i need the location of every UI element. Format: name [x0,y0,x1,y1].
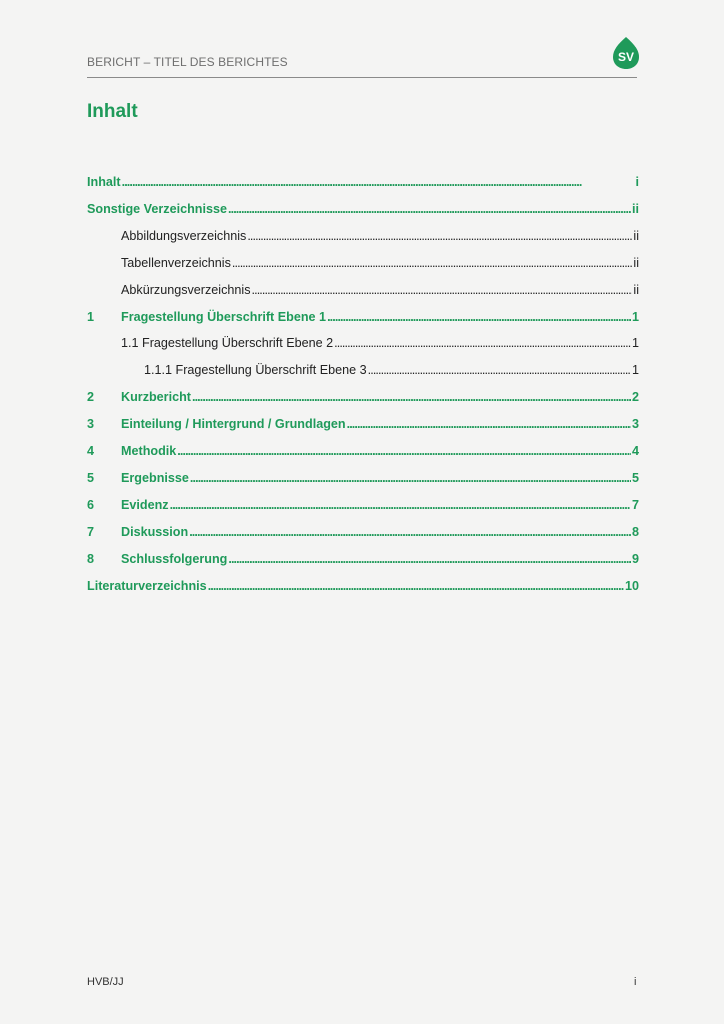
header-rule [87,77,637,78]
toc-leader-dots [232,253,632,273]
toc-leader-dots [190,468,631,488]
toc-entry-page: ii [632,201,639,216]
toc-entry-label: 1.1.1 Fragestellung Überschrift Ebene 3 [144,363,367,378]
toc-entry-page: i [635,175,639,189]
toc-entry-label: Literaturverzeichnis [87,578,207,593]
toc-entry[interactable] [87,253,639,273]
toc-entry[interactable] [87,199,639,219]
toc-entry[interactable] [87,495,639,515]
toc-leader-dots [347,414,631,434]
toc-entry-page: 3 [631,417,639,432]
toc-entry-label: Sonstige Verzeichnisse [87,201,227,216]
toc-entry-number: 6 [87,497,95,512]
toc-entry-page: 1 [631,336,639,351]
toc-leader-dots [228,549,631,569]
toc-leader-dots [208,576,624,596]
toc-entry[interactable] [87,387,639,407]
toc-entry-label: Diskussion [121,524,189,539]
toc-entry[interactable] [87,576,639,596]
toc-entry-page: 1 [631,309,639,324]
toc-leader-dots [368,360,631,380]
toc-entry-number: 8 [87,551,95,566]
toc-leader-dots [122,172,635,192]
toc-leader-dots [192,387,631,407]
toc-entry-page: ii [633,228,639,243]
toc-entry-label: Abbildungsverzeichnis [121,228,247,243]
page-title: Inhalt [87,101,138,122]
toc-leader-dots [189,522,631,542]
toc-entry-page: 1 [631,363,639,378]
toc-entry-label: 1.1 Fragestellung Überschrift Ebene 2 [121,336,334,351]
toc-leader-dots [327,307,631,327]
toc-entry[interactable] [87,414,639,434]
toc-leader-dots [247,226,632,246]
toc-entry-number: 5 [87,470,95,485]
toc-entry-page: 8 [631,524,639,539]
toc-entry-number: 7 [87,524,95,539]
sv-logo-icon [612,36,640,70]
toc-entry-label: Fragestellung Überschrift Ebene 1 [121,309,327,324]
toc-entry-page: 2 [631,390,639,405]
toc-entry[interactable] [87,172,639,192]
toc-entry-page: 7 [631,497,639,512]
footer-author: HVB/JJ [87,976,124,988]
logo-text: SV [617,50,635,64]
toc-entry-page: ii [633,255,639,270]
header-title: BERICHT – TITEL DES BERICHTES [87,55,288,69]
toc-entry-label: Tabellenverzeichnis [121,255,231,270]
toc-entry-label: Kurzbericht [121,390,191,405]
toc-entry[interactable] [87,280,639,300]
toc-leader-dots [252,280,633,300]
toc-entry[interactable] [87,522,639,542]
toc-entry[interactable] [87,307,639,327]
toc-entry-number: 4 [87,444,95,458]
toc-entry[interactable] [87,226,639,246]
toc-entry-page: 4 [631,444,639,458]
toc-entry-page: 5 [631,470,639,485]
toc-entry-label: Ergebnisse [121,470,189,485]
toc-entry[interactable] [87,441,639,461]
toc-entry[interactable] [87,549,639,569]
toc-entry-number: 1 [87,309,95,324]
toc-leader-dots [228,199,631,219]
toc-entry-label: Schlussfolgerung [121,551,228,566]
toc-entry-page: 10 [624,578,639,593]
toc-leader-dots [334,333,631,353]
toc-entry-number: 2 [87,390,95,405]
footer-page-number: i [634,976,637,988]
toc-entry-label: Inhalt [87,175,121,189]
toc-entry-label: Methodik [121,444,177,458]
toc-entry-label: Evidenz [121,497,169,512]
toc-entry[interactable] [87,468,639,488]
toc-entry-label: Einteilung / Hintergrund / Grundlagen [121,417,346,432]
toc-entry[interactable] [87,360,639,380]
toc-leader-dots [177,441,631,461]
toc-entry-number: 3 [87,417,95,432]
toc-entry-page: 9 [631,551,639,566]
toc-leader-dots [170,495,631,515]
toc-entry-page: ii [633,282,639,297]
toc-entry[interactable] [87,333,639,353]
toc-entry-label: Abkürzungsverzeichnis [121,282,251,297]
